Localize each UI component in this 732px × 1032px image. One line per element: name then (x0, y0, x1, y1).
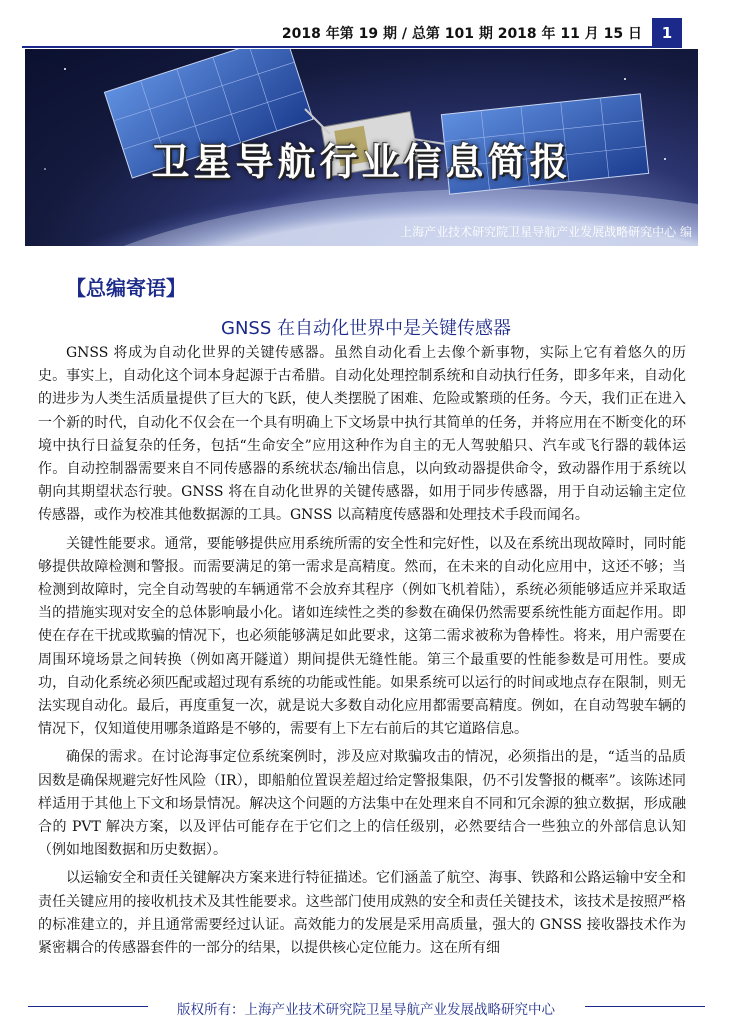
header-divider (22, 46, 682, 48)
article-paragraph: 确保的需求。在讨论海事定位系统案例时，涉及应对欺骗攻击的情况，必须指出的是，“适当的品质因数是确保规避完好性风险（IR），即船舶位置误差超过给定警报集限，仍不引发警报的概率”。该陈述同样适用于其他上下文和场景情况。解决这个问题的方法集中在处理来自不同和冗余源的独立数据，形成融合的 PVT 解决方案，以及评估可能存在于它们之上的信任级别，必然要结合一些独立的外部信息认知（例如地图数据和历史数据）。 (38, 749, 686, 859)
masthead-banner (25, 49, 698, 246)
article-paragraph: GNSS 将成为自动化世界的关键传感器。虽然自动化看上去像个新事物，实际上它有着悠久的历史。事实上，自动化这个词本身起源于古希腊。自动化处理控制系统和自动执行任务，即多年来，自动化的进步为人类生活质量提供了巨大的飞跃，使人类摆脱了困难、危险或繁琐的任务。今天，我们正在进入一个新的时代，自动化不仅会在一个具有明确上下文场景中执行其简单的任务，并将应用在不断变化的环境中执行日益复杂的任务，包括“生命安全”应用这种作为自主的无人驾驶船只、汽车或飞行器的载体运作。自动控制器需要来自不同传感器的系统状态/输出信息，以向致动器提供命令，致动器作用于系统以朝向其期望状态行驶。GNSS 将在自动化世界的关键传感器，如用于同步传感器，用于自动运输主定位传感器，或作为校准其他数据源的工具。GNSS 以高精度传感器和处理技术手段而闻名。 (38, 345, 686, 524)
footer-copyright: 版权所有：上海产业技术研究院卫星导航产业发展战略研究中心 (177, 1002, 555, 1018)
article-body (38, 342, 686, 965)
publisher-line: 上海产业技术研究院卫星导航产业发展战略研究中心 编 (400, 225, 692, 239)
publication-title: 卫星导航行业信息简报 (151, 140, 572, 184)
article-paragraph: 关键性能要求。通常，要能够提供应用系统所需的安全性和完好性，以及在系统出现故障时，同时能够提供故障检测和警报。而需要满足的第一需求是高精度。然而，在未来的自动化应用中，这还不够；当检测到故障时，完全自动驾驶的车辆通常不会放弃其程序（例如飞机着陆），系统必须能够适应并采取适当的措施实现对安全的总体影响最小化。诸如连续性之类的参数在确保仍然需要系统性能方面起作用。即使在存在干扰或欺骗的情况下，也必须能够满足如此要求，这第二需求被称为鲁棒性。将来，用户需要在周围环境场景之间转换（例如离开隧道）期间提供无缝性能。第三个最重要的性能参数是可用性。要成功，自动化系统必须匹配或超过现有系统的功能或性能。如果系统可以运行的时间或地点存在限制，则无法实现自动化。最后，再度重复一次，就是说大多数自动化应用都需要高精度。例如，在自动驾驶车辆的情况下，仅知道使用哪条道路是不够的，需要有上下左右前后的其它道路信息。 (38, 535, 686, 738)
page-number-badge: 1 (652, 18, 682, 48)
issue-info: 2018 年第 19 期 / 总第 101 期 2018 年 11 月 15 日 (281, 26, 642, 42)
section-heading: 【总编寄语】 (66, 276, 186, 300)
article-paragraph: 以运输安全和责任关键解决方案来进行特征描述。它们涵盖了航空、海事、铁路和公路运输中安全和责任关键应用的接收机技术及其性能要求。这些部门使用成熟的安全和责任关键技术，该技术是按照严格的标准建立的，并且通常需要经过认证。高效能力的发展是采用高质量，强大的 GNSS 接收器技术作为紧密耦合的传感器套件的一部分的结果，以提供核心定位能力。这在所有细 (38, 870, 686, 957)
article-title: GNSS 在自动化世界中是关键传感器 (221, 318, 511, 339)
issue-header (22, 18, 682, 48)
